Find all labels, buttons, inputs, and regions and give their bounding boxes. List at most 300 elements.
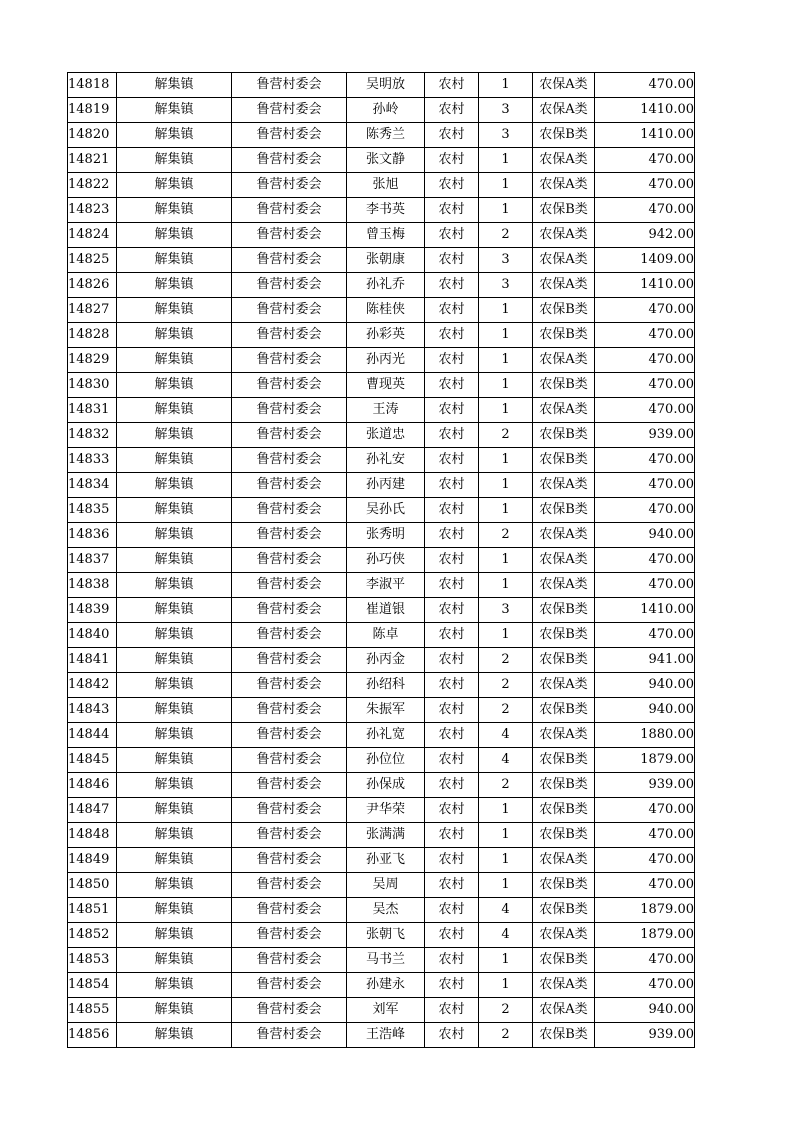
- town-cell: 解集镇: [117, 248, 232, 273]
- village-committee-cell: 鲁营村委会: [232, 998, 347, 1023]
- household-type-cell: 农村: [425, 598, 479, 623]
- town-cell: 解集镇: [117, 648, 232, 673]
- member-count-cell: 1: [479, 573, 533, 598]
- table-row: [68, 748, 695, 773]
- amount-cell: 470.00: [595, 198, 695, 223]
- member-count-cell: 1: [479, 873, 533, 898]
- amount-cell: 470.00: [595, 473, 695, 498]
- insurance-category-cell: 农保B类: [533, 748, 595, 773]
- member-count-cell: 1: [479, 798, 533, 823]
- village-committee-cell: 鲁营村委会: [232, 223, 347, 248]
- row-id-cell: 14819: [68, 98, 117, 123]
- village-committee-cell: 鲁营村委会: [232, 398, 347, 423]
- person-name-cell: 陈卓: [347, 623, 425, 648]
- row-id-cell: 14827: [68, 298, 117, 323]
- person-name-cell: 王涛: [347, 398, 425, 423]
- member-count-cell: 1: [479, 173, 533, 198]
- person-name-cell: 孙建永: [347, 973, 425, 998]
- town-cell: 解集镇: [117, 173, 232, 198]
- town-cell: 解集镇: [117, 573, 232, 598]
- village-committee-cell: 鲁营村委会: [232, 698, 347, 723]
- member-count-cell: 3: [479, 98, 533, 123]
- row-id-cell: 14818: [68, 73, 117, 98]
- village-committee-cell: 鲁营村委会: [232, 898, 347, 923]
- amount-cell: 940.00: [595, 998, 695, 1023]
- person-name-cell: 孙保成: [347, 773, 425, 798]
- insurance-category-cell: 农保A类: [533, 98, 595, 123]
- table-row: [68, 973, 695, 998]
- row-id-cell: 14832: [68, 423, 117, 448]
- town-cell: 解集镇: [117, 148, 232, 173]
- insurance-category-cell: 农保B类: [533, 198, 595, 223]
- insurance-category-cell: 农保B类: [533, 798, 595, 823]
- table-row: [68, 173, 695, 198]
- row-id-cell: 14822: [68, 173, 117, 198]
- insurance-category-cell: 农保A类: [533, 673, 595, 698]
- household-type-cell: 农村: [425, 723, 479, 748]
- amount-cell: 1879.00: [595, 923, 695, 948]
- amount-cell: 470.00: [595, 73, 695, 98]
- amount-cell: 1409.00: [595, 248, 695, 273]
- person-name-cell: 马书兰: [347, 948, 425, 973]
- village-committee-cell: 鲁营村委会: [232, 298, 347, 323]
- amount-cell: 940.00: [595, 523, 695, 548]
- member-count-cell: 1: [479, 298, 533, 323]
- row-id-cell: 14846: [68, 773, 117, 798]
- row-id-cell: 14835: [68, 498, 117, 523]
- village-committee-cell: 鲁营村委会: [232, 523, 347, 548]
- town-cell: 解集镇: [117, 923, 232, 948]
- member-count-cell: 3: [479, 273, 533, 298]
- table-row: [68, 73, 695, 98]
- amount-cell: 939.00: [595, 423, 695, 448]
- village-committee-cell: 鲁营村委会: [232, 498, 347, 523]
- member-count-cell: 1: [479, 548, 533, 573]
- amount-cell: 1879.00: [595, 898, 695, 923]
- insurance-category-cell: 农保A类: [533, 548, 595, 573]
- table-row: [68, 123, 695, 148]
- member-count-cell: 4: [479, 723, 533, 748]
- member-count-cell: 3: [479, 598, 533, 623]
- person-name-cell: 朱振军: [347, 698, 425, 723]
- village-committee-cell: 鲁营村委会: [232, 648, 347, 673]
- household-type-cell: 农村: [425, 273, 479, 298]
- town-cell: 解集镇: [117, 748, 232, 773]
- insurance-category-cell: 农保B类: [533, 648, 595, 673]
- member-count-cell: 4: [479, 923, 533, 948]
- member-count-cell: 2: [479, 648, 533, 673]
- insurance-category-cell: 农保A类: [533, 273, 595, 298]
- row-id-cell: 14829: [68, 348, 117, 373]
- person-name-cell: 吴孙氏: [347, 498, 425, 523]
- table-row: [68, 323, 695, 348]
- insurance-category-cell: 农保A类: [533, 973, 595, 998]
- insurance-category-cell: 农保A类: [533, 473, 595, 498]
- insurance-category-cell: 农保A类: [533, 148, 595, 173]
- table-row: [68, 448, 695, 473]
- table-row: [68, 798, 695, 823]
- household-type-cell: 农村: [425, 123, 479, 148]
- member-count-cell: 3: [479, 123, 533, 148]
- table-row: [68, 823, 695, 848]
- amount-cell: 942.00: [595, 223, 695, 248]
- row-id-cell: 14833: [68, 448, 117, 473]
- insurance-category-cell: 农保B类: [533, 623, 595, 648]
- person-name-cell: 张秀明: [347, 523, 425, 548]
- household-type-cell: 农村: [425, 423, 479, 448]
- insurance-category-cell: 农保B类: [533, 598, 595, 623]
- table-row: [68, 273, 695, 298]
- row-id-cell: 14840: [68, 623, 117, 648]
- row-id-cell: 14842: [68, 673, 117, 698]
- table-row: [68, 298, 695, 323]
- row-id-cell: 14830: [68, 373, 117, 398]
- insurance-category-cell: 农保A类: [533, 998, 595, 1023]
- roster-body: [68, 73, 695, 1048]
- table-row: [68, 398, 695, 423]
- village-committee-cell: 鲁营村委会: [232, 873, 347, 898]
- table-row: [68, 423, 695, 448]
- person-name-cell: 孙礼宽: [347, 723, 425, 748]
- village-committee-cell: 鲁营村委会: [232, 848, 347, 873]
- town-cell: 解集镇: [117, 198, 232, 223]
- town-cell: 解集镇: [117, 848, 232, 873]
- table-row: [68, 998, 695, 1023]
- row-id-cell: 14845: [68, 748, 117, 773]
- amount-cell: 470.00: [595, 823, 695, 848]
- village-committee-cell: 鲁营村委会: [232, 473, 347, 498]
- member-count-cell: 1: [479, 73, 533, 98]
- person-name-cell: 孙彩英: [347, 323, 425, 348]
- household-type-cell: 农村: [425, 473, 479, 498]
- household-type-cell: 农村: [425, 73, 479, 98]
- row-id-cell: 14839: [68, 598, 117, 623]
- town-cell: 解集镇: [117, 998, 232, 1023]
- town-cell: 解集镇: [117, 223, 232, 248]
- household-type-cell: 农村: [425, 923, 479, 948]
- town-cell: 解集镇: [117, 698, 232, 723]
- amount-cell: 470.00: [595, 848, 695, 873]
- insurance-category-cell: 农保B类: [533, 948, 595, 973]
- row-id-cell: 14852: [68, 923, 117, 948]
- table-row: [68, 923, 695, 948]
- table-row: [68, 648, 695, 673]
- town-cell: 解集镇: [117, 723, 232, 748]
- town-cell: 解集镇: [117, 873, 232, 898]
- person-name-cell: 孙丙建: [347, 473, 425, 498]
- table-row: [68, 773, 695, 798]
- table-row: [68, 1023, 695, 1048]
- village-committee-cell: 鲁营村委会: [232, 248, 347, 273]
- household-type-cell: 农村: [425, 998, 479, 1023]
- household-type-cell: 农村: [425, 973, 479, 998]
- row-id-cell: 14849: [68, 848, 117, 873]
- amount-cell: 470.00: [595, 798, 695, 823]
- town-cell: 解集镇: [117, 473, 232, 498]
- member-count-cell: 2: [479, 1023, 533, 1048]
- insurance-category-cell: 农保B类: [533, 1023, 595, 1048]
- row-id-cell: 14854: [68, 973, 117, 998]
- table-row: [68, 223, 695, 248]
- person-name-cell: 孙礼乔: [347, 273, 425, 298]
- person-name-cell: 孙岭: [347, 98, 425, 123]
- amount-cell: 940.00: [595, 698, 695, 723]
- amount-cell: 941.00: [595, 648, 695, 673]
- village-committee-cell: 鲁营村委会: [232, 173, 347, 198]
- household-type-cell: 农村: [425, 948, 479, 973]
- member-count-cell: 1: [479, 448, 533, 473]
- table-row: [68, 98, 695, 123]
- town-cell: 解集镇: [117, 498, 232, 523]
- row-id-cell: 14834: [68, 473, 117, 498]
- household-type-cell: 农村: [425, 823, 479, 848]
- amount-cell: 470.00: [595, 548, 695, 573]
- village-committee-cell: 鲁营村委会: [232, 148, 347, 173]
- insurance-category-cell: 农保B类: [533, 823, 595, 848]
- town-cell: 解集镇: [117, 798, 232, 823]
- insurance-category-cell: 农保A类: [533, 573, 595, 598]
- table-row: [68, 548, 695, 573]
- amount-cell: 470.00: [595, 448, 695, 473]
- insurance-category-cell: 农保A类: [533, 523, 595, 548]
- insurance-category-cell: 农保B类: [533, 423, 595, 448]
- row-id-cell: 14836: [68, 523, 117, 548]
- person-name-cell: 陈秀兰: [347, 123, 425, 148]
- household-type-cell: 农村: [425, 398, 479, 423]
- town-cell: 解集镇: [117, 73, 232, 98]
- insurance-category-cell: 农保A类: [533, 848, 595, 873]
- row-id-cell: 14853: [68, 948, 117, 973]
- person-name-cell: 孙亚飞: [347, 848, 425, 873]
- member-count-cell: 1: [479, 373, 533, 398]
- household-type-cell: 农村: [425, 898, 479, 923]
- amount-cell: 470.00: [595, 298, 695, 323]
- person-name-cell: 张朝飞: [347, 923, 425, 948]
- table-row: [68, 698, 695, 723]
- person-name-cell: 陈桂侠: [347, 298, 425, 323]
- member-count-cell: 3: [479, 248, 533, 273]
- village-committee-cell: 鲁营村委会: [232, 348, 347, 373]
- insurance-category-cell: 农保A类: [533, 173, 595, 198]
- table-row: [68, 723, 695, 748]
- village-committee-cell: 鲁营村委会: [232, 123, 347, 148]
- village-committee-cell: 鲁营村委会: [232, 598, 347, 623]
- village-committee-cell: 鲁营村委会: [232, 673, 347, 698]
- village-committee-cell: 鲁营村委会: [232, 98, 347, 123]
- town-cell: 解集镇: [117, 298, 232, 323]
- table-row: [68, 898, 695, 923]
- village-committee-cell: 鲁营村委会: [232, 548, 347, 573]
- amount-cell: 1410.00: [595, 273, 695, 298]
- insurance-category-cell: 农保A类: [533, 398, 595, 423]
- row-id-cell: 14855: [68, 998, 117, 1023]
- person-name-cell: 孙绍科: [347, 673, 425, 698]
- person-name-cell: 吴周: [347, 873, 425, 898]
- household-type-cell: 农村: [425, 348, 479, 373]
- town-cell: 解集镇: [117, 898, 232, 923]
- member-count-cell: 1: [479, 623, 533, 648]
- household-type-cell: 农村: [425, 873, 479, 898]
- person-name-cell: 李淑平: [347, 573, 425, 598]
- row-id-cell: 14838: [68, 573, 117, 598]
- household-type-cell: 农村: [425, 523, 479, 548]
- amount-cell: 470.00: [595, 373, 695, 398]
- person-name-cell: 尹华荣: [347, 798, 425, 823]
- table-row: [68, 498, 695, 523]
- amount-cell: 470.00: [595, 148, 695, 173]
- insurance-category-cell: 农保B类: [533, 323, 595, 348]
- village-committee-cell: 鲁营村委会: [232, 423, 347, 448]
- insurance-category-cell: 农保B类: [533, 498, 595, 523]
- amount-cell: 470.00: [595, 973, 695, 998]
- amount-cell: 470.00: [595, 323, 695, 348]
- household-type-cell: 农村: [425, 98, 479, 123]
- row-id-cell: 14850: [68, 873, 117, 898]
- insurance-category-cell: 农保B类: [533, 123, 595, 148]
- member-count-cell: 1: [479, 198, 533, 223]
- row-id-cell: 14851: [68, 898, 117, 923]
- table-row: [68, 573, 695, 598]
- row-id-cell: 14823: [68, 198, 117, 223]
- person-name-cell: 孙礼安: [347, 448, 425, 473]
- amount-cell: 470.00: [595, 398, 695, 423]
- village-committee-cell: 鲁营村委会: [232, 748, 347, 773]
- household-type-cell: 农村: [425, 573, 479, 598]
- member-count-cell: 2: [479, 998, 533, 1023]
- amount-cell: 1410.00: [595, 123, 695, 148]
- row-id-cell: 14824: [68, 223, 117, 248]
- person-name-cell: 孙位位: [347, 748, 425, 773]
- household-type-cell: 农村: [425, 798, 479, 823]
- insurance-category-cell: 农保A类: [533, 248, 595, 273]
- amount-cell: 470.00: [595, 948, 695, 973]
- member-count-cell: 2: [479, 423, 533, 448]
- member-count-cell: 1: [479, 498, 533, 523]
- insurance-category-cell: 农保B类: [533, 873, 595, 898]
- village-committee-cell: 鲁营村委会: [232, 448, 347, 473]
- row-id-cell: 14831: [68, 398, 117, 423]
- insurance-category-cell: 农保A类: [533, 723, 595, 748]
- amount-cell: 1880.00: [595, 723, 695, 748]
- town-cell: 解集镇: [117, 948, 232, 973]
- village-committee-cell: 鲁营村委会: [232, 823, 347, 848]
- table-row: [68, 948, 695, 973]
- village-committee-cell: 鲁营村委会: [232, 373, 347, 398]
- town-cell: 解集镇: [117, 548, 232, 573]
- household-type-cell: 农村: [425, 548, 479, 573]
- member-count-cell: 2: [479, 523, 533, 548]
- household-type-cell: 农村: [425, 848, 479, 873]
- insurance-category-cell: 农保B类: [533, 448, 595, 473]
- village-committee-cell: 鲁营村委会: [232, 198, 347, 223]
- row-id-cell: 14821: [68, 148, 117, 173]
- town-cell: 解集镇: [117, 348, 232, 373]
- insurance-category-cell: 农保B类: [533, 298, 595, 323]
- village-committee-cell: 鲁营村委会: [232, 973, 347, 998]
- household-type-cell: 农村: [425, 648, 479, 673]
- row-id-cell: 14820: [68, 123, 117, 148]
- table-row: [68, 848, 695, 873]
- person-name-cell: 李书英: [347, 198, 425, 223]
- insurance-category-cell: 农保B类: [533, 773, 595, 798]
- town-cell: 解集镇: [117, 98, 232, 123]
- household-type-cell: 农村: [425, 373, 479, 398]
- person-name-cell: 张满满: [347, 823, 425, 848]
- amount-cell: 470.00: [595, 498, 695, 523]
- town-cell: 解集镇: [117, 448, 232, 473]
- household-type-cell: 农村: [425, 298, 479, 323]
- town-cell: 解集镇: [117, 823, 232, 848]
- town-cell: 解集镇: [117, 1023, 232, 1048]
- amount-cell: 470.00: [595, 573, 695, 598]
- amount-cell: 470.00: [595, 623, 695, 648]
- household-type-cell: 农村: [425, 323, 479, 348]
- amount-cell: 1410.00: [595, 598, 695, 623]
- village-committee-cell: 鲁营村委会: [232, 798, 347, 823]
- town-cell: 解集镇: [117, 973, 232, 998]
- village-committee-cell: 鲁营村委会: [232, 948, 347, 973]
- household-type-cell: 农村: [425, 623, 479, 648]
- town-cell: 解集镇: [117, 323, 232, 348]
- amount-cell: 470.00: [595, 873, 695, 898]
- person-name-cell: 张朝康: [347, 248, 425, 273]
- row-id-cell: 14848: [68, 823, 117, 848]
- village-committee-cell: 鲁营村委会: [232, 1023, 347, 1048]
- person-name-cell: 孙丙金: [347, 648, 425, 673]
- person-name-cell: 孙丙光: [347, 348, 425, 373]
- insurance-category-cell: 农保B类: [533, 898, 595, 923]
- amount-cell: 939.00: [595, 773, 695, 798]
- person-name-cell: 张旭: [347, 173, 425, 198]
- table-row: [68, 673, 695, 698]
- household-type-cell: 农村: [425, 448, 479, 473]
- insurance-category-cell: 农保A类: [533, 923, 595, 948]
- member-count-cell: 1: [479, 948, 533, 973]
- town-cell: 解集镇: [117, 398, 232, 423]
- insurance-category-cell: 农保B类: [533, 373, 595, 398]
- village-committee-cell: 鲁营村委会: [232, 323, 347, 348]
- town-cell: 解集镇: [117, 423, 232, 448]
- household-type-cell: 农村: [425, 498, 479, 523]
- member-count-cell: 2: [479, 698, 533, 723]
- household-type-cell: 农村: [425, 198, 479, 223]
- insurance-category-cell: 农保A类: [533, 223, 595, 248]
- amount-cell: 1879.00: [595, 748, 695, 773]
- household-type-cell: 农村: [425, 148, 479, 173]
- member-count-cell: 2: [479, 773, 533, 798]
- amount-cell: 470.00: [595, 348, 695, 373]
- insurance-category-cell: 农保B类: [533, 698, 595, 723]
- amount-cell: 939.00: [595, 1023, 695, 1048]
- amount-cell: 940.00: [595, 673, 695, 698]
- member-count-cell: 1: [479, 473, 533, 498]
- table-row: [68, 373, 695, 398]
- row-id-cell: 14843: [68, 698, 117, 723]
- row-id-cell: 14847: [68, 798, 117, 823]
- village-committee-cell: 鲁营村委会: [232, 773, 347, 798]
- row-id-cell: 14825: [68, 248, 117, 273]
- insurance-category-cell: 农保A类: [533, 73, 595, 98]
- row-id-cell: 14826: [68, 273, 117, 298]
- table-row: [68, 873, 695, 898]
- town-cell: 解集镇: [117, 373, 232, 398]
- household-type-cell: 农村: [425, 1023, 479, 1048]
- town-cell: 解集镇: [117, 673, 232, 698]
- household-type-cell: 农村: [425, 773, 479, 798]
- member-count-cell: 1: [479, 823, 533, 848]
- household-type-cell: 农村: [425, 698, 479, 723]
- village-committee-cell: 鲁营村委会: [232, 623, 347, 648]
